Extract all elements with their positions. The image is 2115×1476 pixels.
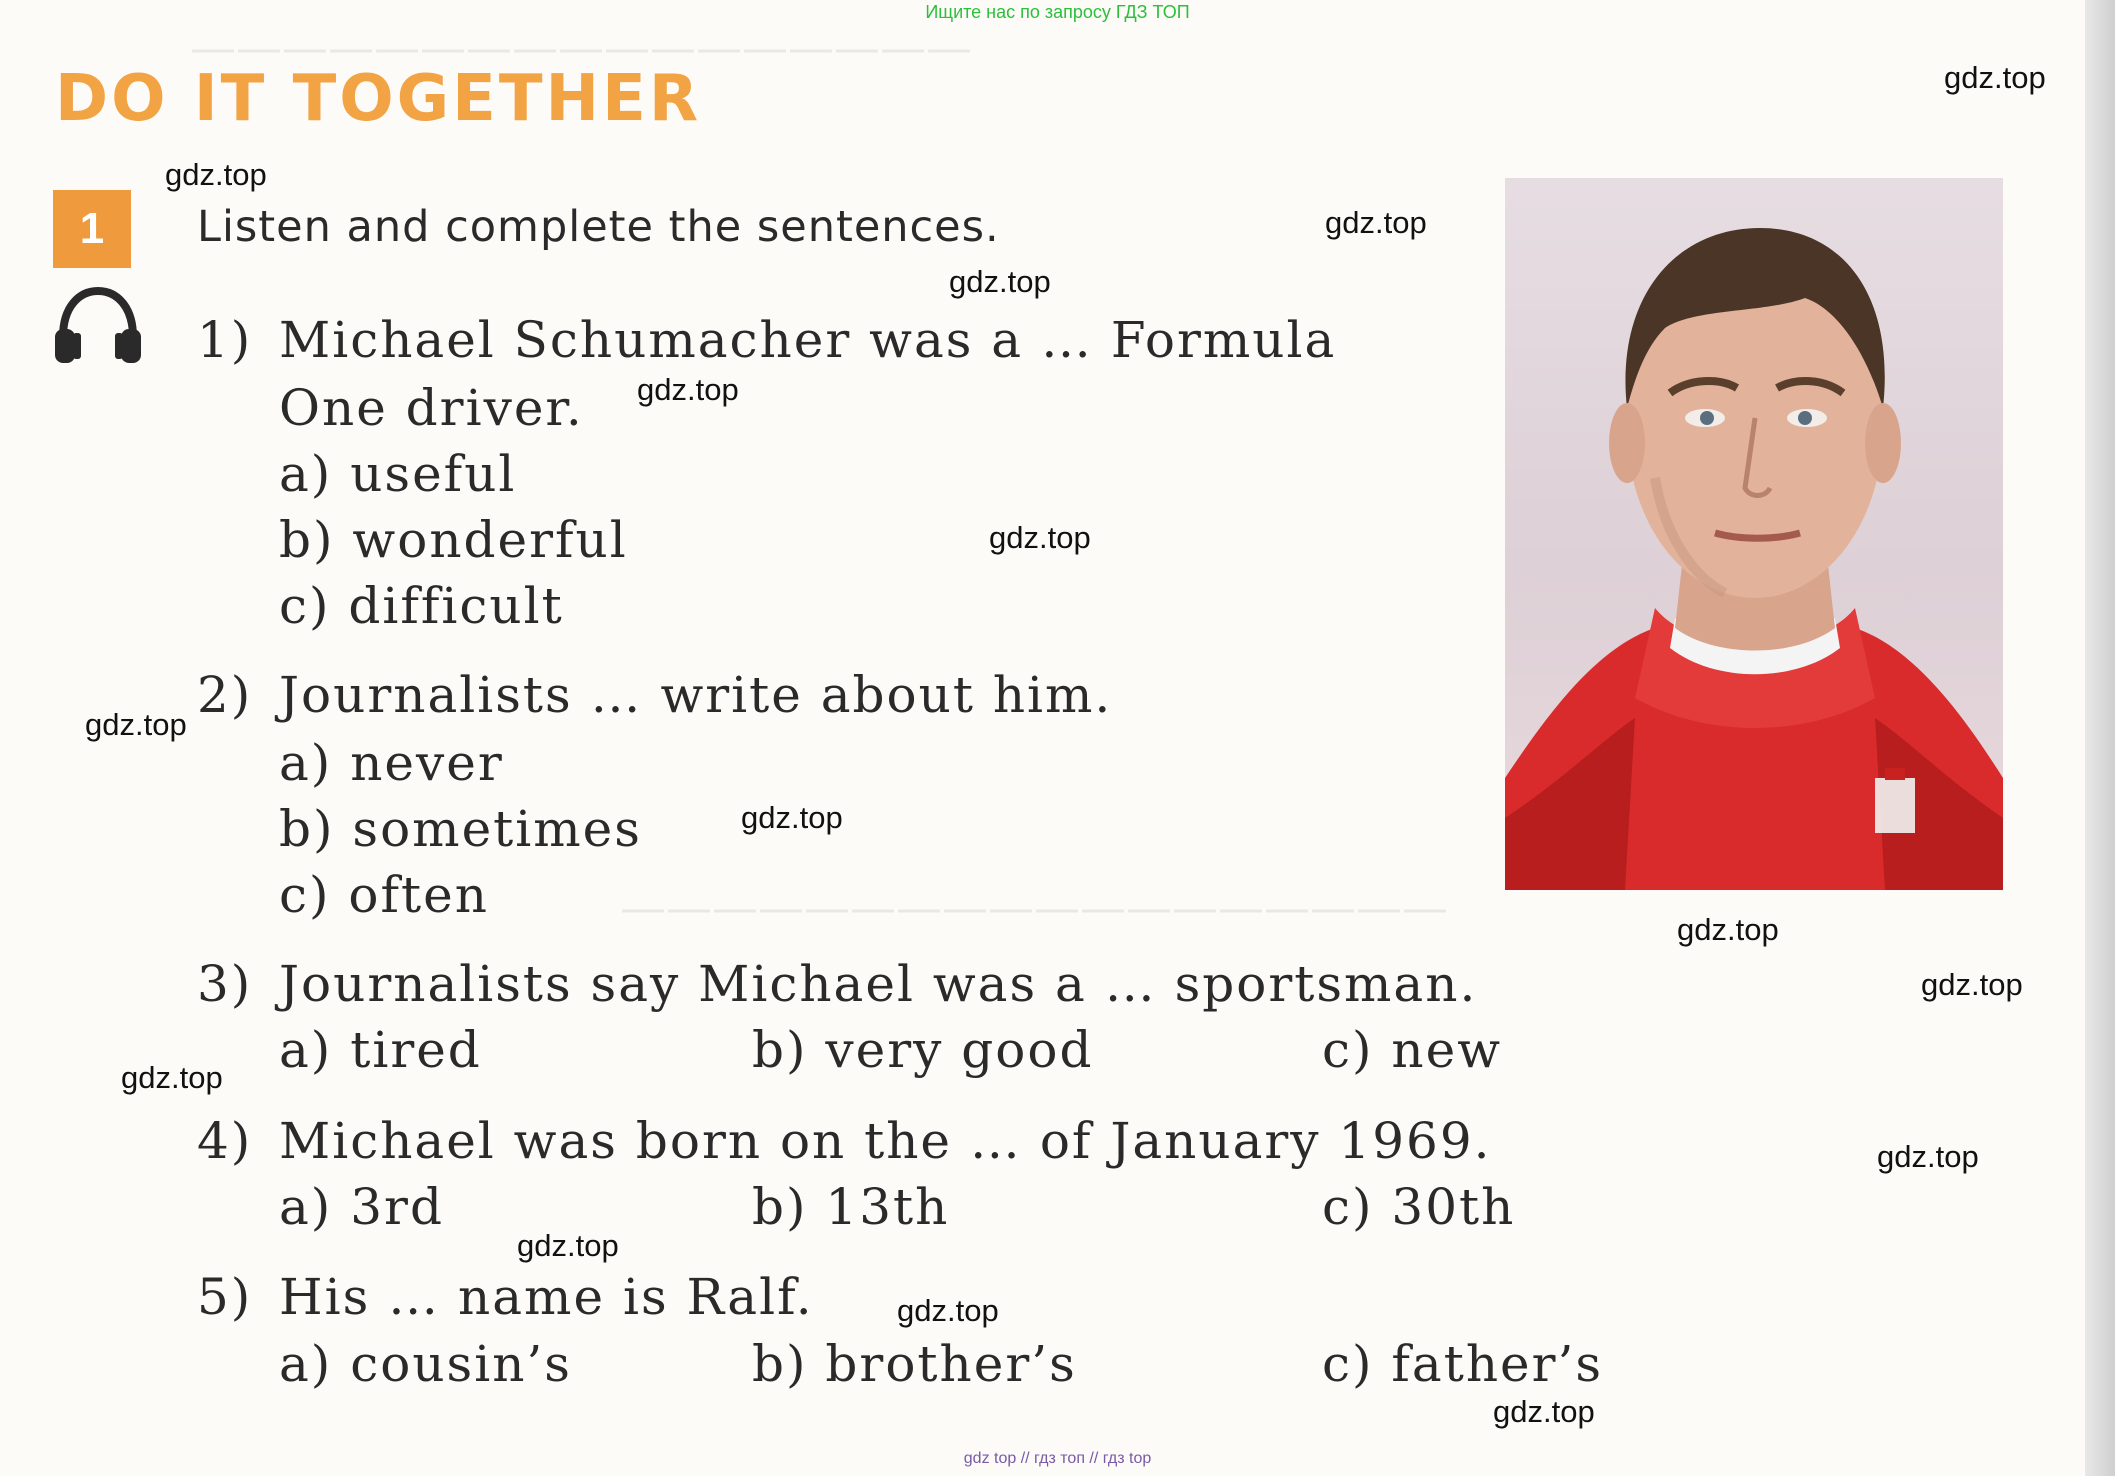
option-4a: a) 3rd bbox=[279, 1178, 444, 1236]
option-2c: c) often bbox=[279, 866, 489, 924]
watermark: gdz.top bbox=[1944, 60, 2046, 95]
question-text: Journalists … write about him. bbox=[279, 666, 1113, 724]
watermark: gdz.top bbox=[1677, 912, 1779, 947]
question-number: 1) bbox=[197, 311, 253, 369]
option-4b: b) 13th bbox=[752, 1178, 950, 1236]
watermark: gdz.top bbox=[989, 520, 1091, 555]
question-text: Journalists say Michael was a … sportsman. bbox=[279, 955, 1478, 1013]
question-5 bbox=[197, 1266, 814, 1328]
show-through-text: ————————————————— bbox=[190, 20, 972, 74]
driver-portrait-photo bbox=[1505, 178, 2003, 890]
section-title: DO IT TOGETHER bbox=[55, 62, 702, 136]
show-through-text: —————————————————— bbox=[620, 880, 1448, 934]
option-4c: c) 30th bbox=[1322, 1178, 1516, 1236]
watermark: gdz.top bbox=[1921, 967, 2023, 1002]
watermark: gdz.top bbox=[949, 264, 1051, 299]
headphones-icon bbox=[53, 285, 143, 365]
bottom-banner: gdz top // гдз топ // гдз top bbox=[963, 1450, 1152, 1467]
question-number: 2) bbox=[197, 666, 253, 724]
option-1b: b) wonderful bbox=[279, 511, 628, 569]
option-5a: a) cousin’s bbox=[279, 1335, 572, 1393]
option-2b: b) sometimes bbox=[279, 800, 642, 858]
option-1a: a) useful bbox=[279, 445, 517, 503]
question-number: 5) bbox=[197, 1268, 253, 1326]
option-5c: c) father’s bbox=[1322, 1335, 1604, 1393]
watermark: gdz.top bbox=[637, 372, 739, 407]
option-5b: b) brother’s bbox=[752, 1335, 1077, 1393]
question-number: 3) bbox=[197, 955, 253, 1013]
watermark: gdz.top bbox=[741, 800, 843, 835]
exercise-instruction: Listen and complete the sentences. bbox=[197, 202, 1000, 252]
page-edge-shadow bbox=[2085, 0, 2115, 1476]
exercise-number-badge: 1 bbox=[53, 190, 131, 268]
question-4 bbox=[197, 1110, 1492, 1172]
question-number: 4) bbox=[197, 1112, 253, 1170]
watermark: gdz.top bbox=[121, 1060, 223, 1095]
question-text: His … name is Ralf. bbox=[279, 1268, 814, 1326]
question-3 bbox=[197, 953, 1477, 1015]
watermark: gdz.top bbox=[165, 157, 267, 192]
question-1-continuation: One driver. bbox=[279, 379, 584, 437]
option-3a: a) tired bbox=[279, 1021, 482, 1079]
question-2 bbox=[197, 664, 1112, 726]
watermark: gdz.top bbox=[1325, 205, 1427, 240]
watermark: gdz.top bbox=[1493, 1394, 1595, 1429]
question-text: Michael was born on the … of January 1969. bbox=[279, 1112, 1492, 1170]
watermark: gdz.top bbox=[897, 1293, 999, 1328]
option-2a: a) never bbox=[279, 734, 504, 792]
watermark: gdz.top bbox=[85, 707, 187, 742]
question-text: Michael Schumacher was a … Formula bbox=[279, 311, 1337, 369]
option-3c: c) new bbox=[1322, 1021, 1503, 1079]
option-3b: b) very good bbox=[752, 1021, 1094, 1079]
top-banner: Ищите нас по запросу ГДЗ ТОП bbox=[925, 2, 1190, 22]
watermark: gdz.top bbox=[517, 1228, 619, 1263]
option-1c: c) difficult bbox=[279, 577, 564, 635]
watermark: gdz.top bbox=[1877, 1139, 1979, 1174]
question-1 bbox=[197, 309, 1336, 371]
